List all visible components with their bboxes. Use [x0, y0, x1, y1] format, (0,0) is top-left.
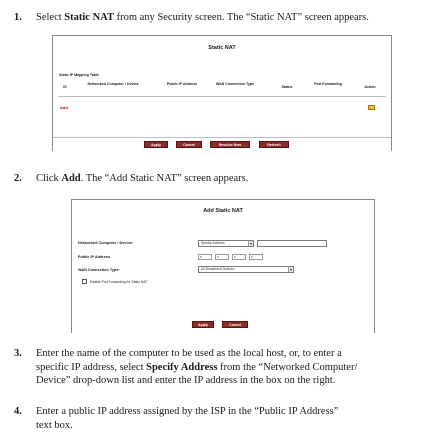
chevron-down-icon: [288, 267, 293, 272]
table-caption: Static IP Mapping Table: [59, 73, 100, 77]
add-link[interactable]: Add: [60, 105, 68, 110]
step-number: 1.: [14, 12, 22, 23]
networked-device-select-value: Specify Address: [201, 241, 225, 245]
column-header-id: ID: [63, 85, 67, 89]
networked-device-select[interactable]: [198, 240, 254, 247]
public-ip-octet-2[interactable]: 0: [215, 254, 229, 260]
column-header-status: Status: [281, 85, 293, 89]
column-header-public-ip: Public IP Address: [166, 82, 198, 86]
port-forwarding-checkbox[interactable]: [82, 279, 87, 284]
step-1: [14, 11, 439, 25]
step-2: [14, 172, 439, 186]
wan-connection-label: WAN Connection Type:: [78, 268, 120, 272]
wan-connection-select[interactable]: [198, 266, 294, 273]
static-nat-screenshot: [52, 35, 392, 151]
step-number: 3.: [14, 348, 22, 359]
step-text: Enter the name of the computer to be used as the local host, or, to enter a specific IP address, select Specify Address from the “Networked Computer/ Device” drop-down list and enter the IP address in the box on the right.: [36, 348, 358, 386]
step-4: [14, 405, 439, 433]
chevron-down-icon: [248, 241, 253, 246]
step-number: 2.: [14, 173, 22, 184]
refresh-button[interactable]: Refresh: [259, 141, 289, 148]
step-text: Select Static NAT from any Security screen. The “Static NAT” screen appears.: [36, 12, 369, 23]
public-ip-octet-1[interactable]: 0: [198, 254, 212, 260]
networked-device-address-input[interactable]: [257, 240, 327, 247]
apply-button[interactable]: Apply: [144, 141, 168, 148]
column-header-networked-device: Networked Computer / Device: [87, 82, 139, 86]
column-header-port-forwarding: Port Forwarding: [314, 82, 342, 86]
public-ip-label: Public IP Address: [78, 255, 111, 259]
cancel-button[interactable]: Cancel: [176, 141, 202, 148]
apply-button[interactable]: Apply: [192, 321, 214, 328]
header-divider: [58, 96, 386, 97]
button-bar: [72, 320, 374, 334]
cancel-button[interactable]: Cancel: [222, 321, 248, 328]
step-3: [14, 347, 439, 389]
add-static-nat-screenshot: [71, 199, 375, 333]
step-number: 4.: [14, 406, 22, 417]
public-ip-octet-4[interactable]: 0: [249, 254, 263, 260]
port-forwarding-checkbox-label: Enable Port Forwarding for Static NAT: [90, 280, 148, 284]
button-bar: [53, 137, 391, 151]
column-header-action: Action: [364, 85, 376, 89]
edit-icon[interactable]: [368, 105, 375, 110]
resolve-now-button[interactable]: Resolve Now: [210, 141, 250, 148]
column-header-wan-type: WAN Connection Type: [215, 82, 255, 86]
networked-device-label: Networked Computer / Device:: [78, 241, 134, 245]
wan-connection-select-value: All Broadband Devices: [201, 267, 235, 271]
page-title: Add Static NAT: [203, 208, 243, 214]
step-text: Click Add. The “Add Static NAT” screen appears.: [36, 173, 249, 184]
page-title: Static NAT: [208, 45, 236, 51]
step-text: Enter a public IP address assigned by the ISP in the “Public IP Address” text box.: [36, 406, 339, 431]
public-ip-octet-3[interactable]: 0: [232, 254, 246, 260]
